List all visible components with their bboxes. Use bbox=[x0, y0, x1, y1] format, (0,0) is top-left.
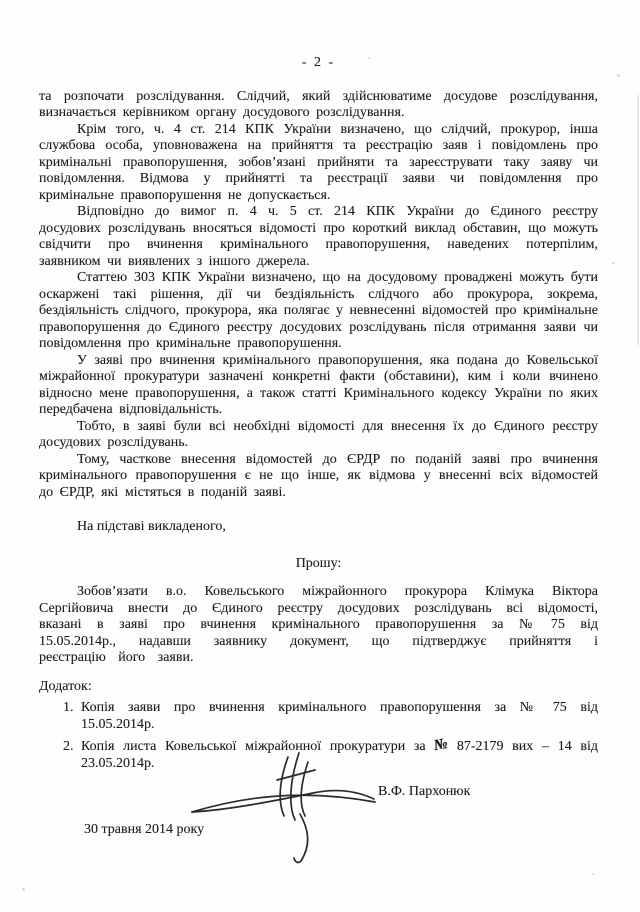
handwritten-number-mark: № bbox=[432, 735, 450, 755]
attachment-item-2-pre: Копія листа Ковельської міжрайонної прокуратури за bbox=[81, 739, 426, 754]
paragraph-tomu: Тому, часткове внесення відомостей до ЄРДР по поданій заяві про вчинення кримінального правопорушення є не що інше, як відмова у внесенні всіх відомостей до ЄРДР, які містяться в поданій заяві. bbox=[39, 451, 598, 500]
scan-speck bbox=[612, 262, 615, 264]
scan-edge-artifact bbox=[637, 95, 639, 345]
request-heading: Прошу: bbox=[295, 555, 342, 571]
signature-block bbox=[39, 772, 598, 912]
signatory-name: В.Ф. Пархонюк bbox=[378, 784, 471, 799]
scan-speck bbox=[592, 873, 594, 875]
attachments-label: Додаток: bbox=[39, 678, 92, 694]
basis-line: На підставі викладеного, bbox=[77, 519, 226, 534]
signature-icon bbox=[187, 750, 387, 865]
paragraph-stattia-303: Статтею 303 КПК України визначено, що на досудовому проваджені можуть бути оскаржені такі рішення, дії чи бездіяльність слідчого або прокурора, зокрема, бездіяльність слідчого, прокурора, яка полягає у невнесенні відомостей про кримінальне правопорушення до Єдиного реєстру досудових розслідувань після отримання заяви чи повідомлення про кримінальне правопорушення. bbox=[39, 270, 598, 351]
attachment-item-1-text: Копія заяви про вчинення кримінального правопорушення за № 75 від 15.05.2014р. bbox=[81, 700, 598, 732]
paragraph-continuation: та розпочати розслідування. Слідчий, який здійснюватиме досудове розслідування, визначається керівником органу досудового розслідування. bbox=[39, 88, 598, 120]
attachment-item-1 bbox=[81, 700, 598, 733]
paragraph-tobto: Тобто, в заяві були всі необхідні відомості для внесення їх до Єдиного реєстру досудових розслідувань. bbox=[39, 418, 598, 450]
date-line: 30 травня 2014 року bbox=[84, 822, 205, 837]
paragraph-krim-togo: Крім того, ч. 4 ст. 214 КПК України визначено, що слідчий, прокурор, інша службова особа, уповноважена на прийняття та реєстрацію заяв і повідомлень про кримінальні правопорушення, зобов’язані прийняти та зареєструвати таку заяву чи повідомлення. Відмова у прийнятті та реєстрації заяви чи повідомлення про кримінальне правопорушення не допускається. bbox=[39, 121, 598, 203]
page-number: - 2 - bbox=[301, 55, 336, 70]
attachment-item-2-post: 87-2179 вих – 14 від 23.05.2014р. bbox=[81, 739, 599, 771]
paragraph-vidpovidno: Відповідно до вимог п. 4 ч. 5 ст. 214 КПК України до Єдиного реєстру досудових розслідувань вносяться відомості про короткий виклад обставин, що можуть свідчити про вчинення кримінального правопорушення, наведених потерпілим, заявником чи виявлених з іншого джерела. bbox=[39, 204, 598, 269]
scan-speck bbox=[617, 74, 620, 77]
scan-speck bbox=[22, 888, 25, 891]
scan-speck bbox=[368, 57, 370, 59]
paragraph-u-zaiavi: У заяві про вчинення кримінального правопорушення, яка подана до Ковельської міжрайонної прокуратури зазначені конкретні факти (обставини), ким і коли вчинено відносно мене правопорушення, а також статті Кримінального кодексу України по яких передбачена відповідальність. bbox=[39, 352, 598, 417]
request-paragraph: Зобов’язати в.о. Ковельського міжрайонного прокурора Клімука Віктора Сергійовича внести до Єдиного реєстру досудових розслідувань всі відомості, вказані в заяві про вчинення кримінального правопорушення за № 75 від 15.05.2014р., надавши заявнику документ, що підтверджує прийняття і реєстрацію його заяви. bbox=[39, 584, 598, 665]
